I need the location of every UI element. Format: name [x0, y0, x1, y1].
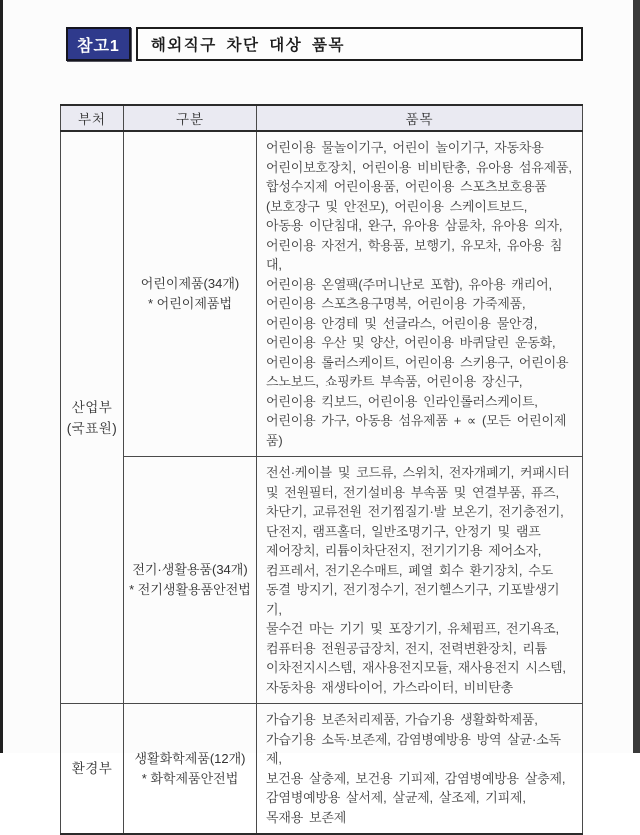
table-row: [61, 457, 583, 704]
category-cell-children-products: 어린이제품(34개) * 어린이제품법: [124, 131, 257, 457]
blocked-items-table: [60, 104, 583, 835]
items-cell-children-products: 어린이용 물놀이기구, 어린이 놀이기구, 자동차용 어린이보호장치, 어린이용 비비탄총, 유아용 섬유제품, 합성수지제 어린이용품, 어린이용 스포츠보호용품 (보호장구 및 안전모), 어린이용 스케이트보드, 아동용 이단침대, 완구, 유아용 삼륜차, 유아용 의자, 어린이용 자전거, 학용품, 보행기, 유모차, 유아용 침대, 어린이용 온열팩(주머니난로 포함), 유아용 캐리어, 어린이용 스포츠용구명복, 어린이용 가죽제품, 어린이용 안경테 및 선글라스, 어린이용 물안경, 어린이용 우산 및 양산, 어린이용 바퀴달린 운동화, 어린이용 롤러스케이트, 어린이용 스키용구, 어린이용 스노보드, 쇼핑카트 부속품, 어린이용 장신구, 어린이용 킥보드, 어린이용 인라인롤러스케이트, 어린이용 가구, 아동용 섬유제품 + ∝ (모든 어린이제품): [257, 131, 583, 457]
page-title: 해외직구 차단 대상 품목: [136, 27, 583, 61]
document-header: [66, 27, 583, 61]
table-row: [61, 704, 583, 835]
ministry-cell-environment: 환경부: [61, 704, 124, 835]
col-header-items: 품목: [257, 105, 583, 131]
items-cell-electrical-goods: 전선·케이블 및 코드류, 스위치, 전자개폐기, 커패시터 및 전원필터, 전기설비용 부속품 및 연결부품, 퓨즈, 차단기, 교류전원 전기찜질기·발 보온기, 전기충전기, 단전지, 램프홀더, 일반조명기구, 안정기 및 램프 제어장치, 리튬이차단전지, 전기기기용 제어소자, 컴프레서, 전기온수매트, 폐열 회수 환기장치, 수도 동결 방지기, 전기정수기, 전기헬스기구, 기포발생기기, 물수건 마는 기기 및 포장기기, 유체펌프, 전기욕조, 컴퓨터용 전원공급장치, 전지, 전력변환장치, 리튬 이차전지시스템, 재사용전지모듈, 재사용전지 시스템, 자동차용 재생타이어, 가스라이터, 비비탄총: [257, 457, 583, 704]
category-cell-chemical-products: 생활화학제품(12개) * 화학제품안전법: [124, 704, 257, 835]
category-cell-electrical-goods: 전기·생활용품(34개) * 전기생활용품안전법: [124, 457, 257, 704]
scan-edge-left: [0, 0, 3, 753]
col-header-category: 구분: [124, 105, 257, 131]
items-cell-chemical-products: 가습기용 보존처리제품, 가습기용 생활화학제품, 가습기용 소독·보존제, 감염병예방용 방역 살균·소독제, 보건용 살충제, 보건용 기피제, 감염병예방용 살충제, 감염병예방용 살서제, 살균제, 살조제, 기피제, 목재용 보존제: [257, 704, 583, 835]
reference-badge: 참고1: [66, 27, 131, 61]
col-header-ministry: 부처: [61, 105, 124, 131]
table-row: [61, 131, 583, 457]
scan-edge-right: [633, 0, 640, 753]
ministry-cell-industry: 산업부 (국표원): [61, 131, 124, 704]
table-header-row: [61, 105, 583, 131]
